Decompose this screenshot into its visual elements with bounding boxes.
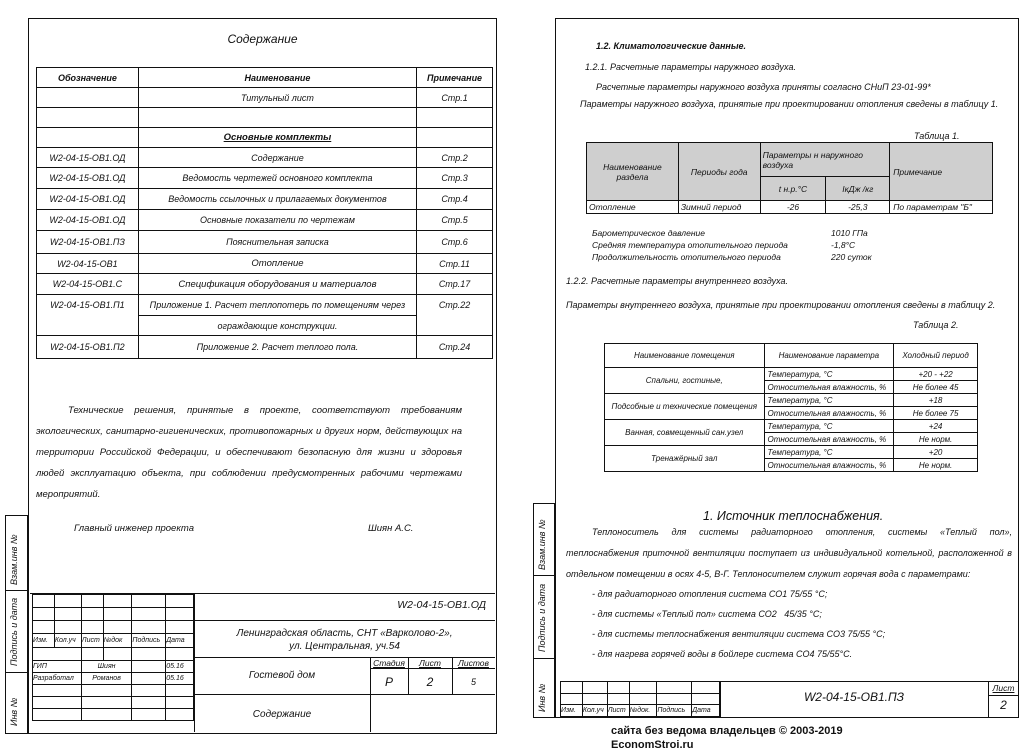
- contents-name: Титульный лист: [138, 88, 416, 108]
- right-sheet-label: Лист: [992, 683, 1015, 693]
- heading-source: 1. Источник теплоснабжения.: [703, 509, 884, 523]
- table-2: [604, 343, 978, 472]
- contents-note: Стр.5: [417, 210, 493, 231]
- object-name: Гостевой дом: [248, 670, 316, 681]
- contents-name: [138, 108, 416, 128]
- contents-note: Стр.2: [417, 148, 493, 168]
- t2-row: [605, 368, 978, 381]
- t1-h-period: Периоды года: [678, 143, 760, 201]
- contents-name: Приложение 1. Расчет теплопотерь по помещениям через: [138, 295, 416, 316]
- stamp-col: Изм.: [561, 705, 583, 717]
- side-label-sign: Подпись и дата: [9, 597, 19, 666]
- stamp-line: [194, 694, 495, 695]
- contents-note: [417, 316, 493, 336]
- contents-code: [37, 88, 139, 108]
- side-divider: [533, 658, 555, 659]
- side-divider: [533, 575, 555, 576]
- contents-name: Ведомость чертежей основного комплекта: [138, 168, 416, 189]
- stamp-col: Подпись: [657, 705, 692, 717]
- stamp-dev-date: 05.16: [166, 673, 194, 685]
- t2-room: Тренажёрный зал: [605, 446, 765, 472]
- right-stamp-grid: [560, 681, 720, 717]
- heading-inner: 1.2.2. Расчетные параметры внутреннего воздуха.: [566, 276, 789, 286]
- t1-h-params: Параметры н наружного воздуха: [760, 143, 890, 177]
- t2-h-cold: Холодный период: [894, 344, 978, 368]
- contents-note: Стр.22: [417, 295, 493, 316]
- side-label-replace: Взам.инв №: [537, 519, 547, 570]
- table-1: [586, 142, 993, 214]
- side-divider: [5, 590, 28, 591]
- contents-name: ограждающие конструкции.: [138, 316, 416, 336]
- contents-row: [37, 189, 493, 210]
- para-source: Теплоноситель для системы радиаторного отопления, системы «Теплый пол», теплоснабжения приточной вентиляции поступает из индивидуальной котельной, расположенной в отдельном помещении в осях 4-5, В-Г. Теплоносителем служит горячая вода с параметрами:: [566, 527, 1012, 579]
- contents-row: [37, 254, 493, 274]
- t1-note: По параметрам "Б": [890, 201, 993, 214]
- t2-param: Температура, °С: [764, 394, 894, 407]
- t1-t: -26: [760, 201, 826, 214]
- t2-param: Температура, °С: [764, 420, 894, 433]
- contents-code: [37, 128, 139, 148]
- t2-value: Не более 45: [894, 381, 978, 394]
- watermark-line-2: EconomStroi.ru: [611, 739, 694, 751]
- left-stamp-address-1: Ленинградская область, СНТ «Варколово-2»,: [236, 628, 453, 639]
- t2-h-room: Наименование помещения: [605, 344, 765, 368]
- contents-row: [37, 274, 493, 295]
- stamp-dev: Разработал: [33, 673, 82, 685]
- heading-outer: 1.2.1. Расчетные параметры наружного воздуха.: [585, 62, 796, 72]
- sheet-name: Содержание: [252, 709, 312, 720]
- stamp-dev-name: Романов: [81, 673, 132, 685]
- stamp-col: №док: [103, 634, 132, 648]
- contents-row: [37, 148, 493, 168]
- t1-period: Зимний период: [678, 201, 760, 214]
- stamp-gip: ГИП: [33, 661, 82, 673]
- contents-code: W2-04-15-ОВ1.П2: [37, 336, 139, 359]
- t2-value: +20 - +22: [894, 368, 978, 381]
- contents-code: W2-04-15-ОВ1: [37, 254, 139, 274]
- stamp-col: Подпись: [132, 634, 166, 648]
- climate-list: [592, 227, 872, 263]
- contents-code: [37, 108, 139, 128]
- stamp-col: №док.: [629, 705, 657, 717]
- table1-label: Таблица 1.: [914, 131, 960, 141]
- t1-h-section: Наименование раздела: [587, 143, 679, 201]
- bullet-item: - для системы «Теплый пол» система СО2 45/35 °С;: [592, 609, 822, 619]
- contents-note: Стр.1: [417, 88, 493, 108]
- side-label-inv: Инв №: [9, 697, 19, 726]
- contents-name: Основные комплекты: [138, 128, 416, 148]
- climate-label: Барометрическое давление: [592, 228, 705, 238]
- climate-label: Средняя температура отопительного периода: [592, 240, 788, 250]
- contents-note: Стр.4: [417, 189, 493, 210]
- side-label-sign: Подпись и дата: [537, 583, 547, 652]
- t2-value: Не норм.: [894, 459, 978, 472]
- col-designation: Обозначение: [37, 68, 139, 88]
- contents-row: [37, 108, 493, 128]
- bullet-item: - для радиаторного отопления система СО1 75/55 °С;: [592, 589, 828, 599]
- heading-climate: 1.2. Климатологические данные.: [596, 41, 747, 51]
- contents-row: [37, 316, 493, 336]
- stamp-col: Лист: [81, 634, 103, 648]
- stamp-col: Кол.уч: [582, 705, 607, 717]
- climate-value: 220 суток: [831, 252, 872, 262]
- contents-note: Стр.24: [417, 336, 493, 359]
- left-stamp-code: W2-04-15-ОВ1.ОД: [397, 599, 486, 611]
- contents-note: [417, 128, 493, 148]
- contents-name: Спецификация оборудования и материалов: [138, 274, 416, 295]
- t2-value: +20: [894, 446, 978, 459]
- t2-room: Спальни, гостиные,: [605, 368, 765, 394]
- contents-row: [37, 231, 493, 254]
- t2-param: Относительная влажность, %: [764, 407, 894, 420]
- t2-room: Подсобные и технические помещения: [605, 394, 765, 420]
- contents-note: Стр.6: [417, 231, 493, 254]
- col-note: Примечание: [417, 68, 493, 88]
- climate-value: -1,8°С: [831, 240, 856, 250]
- table2-label: Таблица 2.: [913, 320, 959, 330]
- climate-row: [592, 251, 872, 263]
- stamp-col: Дата: [166, 634, 194, 648]
- contents-code: W2-04-15-ОВ1.ОД: [37, 168, 139, 189]
- side-label-replace: Взам.инв №: [9, 534, 19, 585]
- contents-name: Приложение 2. Расчет теплого пола.: [138, 336, 416, 359]
- t2-param: Относительная влажность, %: [764, 381, 894, 394]
- t2-value: Не норм.: [894, 433, 978, 446]
- bullet-item: - для системы теплоснабжения вентиляции система СО3 75/55 °С;: [592, 629, 886, 639]
- side-label-inv: Инв №: [537, 683, 547, 712]
- contents-table: [36, 67, 493, 359]
- t2-room: Ванная, совмещенный сан.узел: [605, 420, 765, 446]
- bullet-item: - для нагрева горячей воды в бойлере система СО4 75/55°С.: [592, 649, 853, 659]
- stamp-col: Дата: [692, 705, 720, 717]
- contents-name: Пояснительная записка: [138, 231, 416, 254]
- t1-h-note: Примечание: [890, 143, 993, 201]
- contents-row: [37, 128, 493, 148]
- contents-code: W2-04-15-ОВ1.ПЗ: [37, 231, 139, 254]
- t1-i: -25,3: [826, 201, 890, 214]
- contents-row: [37, 88, 493, 108]
- contents-name: Ведомость ссылочных и прилагаемых документов: [138, 189, 416, 210]
- t2-value: +18: [894, 394, 978, 407]
- sheet-label: Лист: [419, 658, 441, 668]
- t1-section: Отопление: [587, 201, 679, 214]
- contents-code: W2-04-15-ОВ1.ОД: [37, 210, 139, 231]
- contents-row: [37, 295, 493, 316]
- col-name: Наименование: [138, 68, 416, 88]
- statement-text: Технические решения, принятые в проекте, соответствуют требованиям экологических, санитарно-гигиенических, противопожарных и других норм, действующих на территории Российской Федерации, и обеспечивают безопасную для жизни и здоровья людей эксплуатацию объекта, при соблюдении предусмотренных рабочими чертежами мероприятий.: [36, 405, 462, 500]
- sheet-value: 2: [426, 675, 434, 689]
- stamp-line: [370, 668, 495, 669]
- left-stamp-address-2: ул. Центральная, уч.54: [289, 641, 400, 652]
- t1-h-t: t н.р.°С: [760, 177, 826, 201]
- contents-code: W2-04-15-ОВ1.С: [37, 274, 139, 295]
- climate-row: [592, 239, 856, 251]
- stamp-col: Лист: [607, 705, 629, 717]
- t2-param: Температура, °С: [764, 446, 894, 459]
- stamp-gip-date: 05.16: [166, 661, 194, 673]
- right-stamp-code: W2-04-15-ОВ1.ПЗ: [803, 690, 905, 704]
- climate-value: 1010 ГПа: [831, 228, 868, 238]
- contents-name: Основные показатели по чертежам: [138, 210, 416, 231]
- engineer-name: Шиян А.С.: [368, 523, 414, 534]
- contents-code: W2-04-15-ОВ1.ОД: [37, 148, 139, 168]
- bullet-list: [592, 584, 885, 664]
- t2-row: [605, 420, 978, 433]
- t2-h-param: Наименование параметра: [764, 344, 894, 368]
- stage-value: Р: [384, 675, 393, 689]
- watermark-line-1: сайта без ведома владельцев © 2003-2019: [611, 725, 843, 737]
- stamp-line: [194, 620, 495, 621]
- stamp-col: Изм.: [33, 634, 55, 648]
- left-stamp-grid: [32, 594, 194, 721]
- contents-name: Отопление: [138, 254, 416, 274]
- climate-row: [592, 227, 868, 239]
- sheets-label: Листов: [458, 658, 489, 668]
- contents-code: W2-04-15-ОВ1.П1: [37, 295, 139, 316]
- contents-note: Стр.11: [417, 254, 493, 274]
- contents-code: W2-04-15-ОВ1.ОД: [37, 189, 139, 210]
- climate-label: Продолжительность отопительного периода: [592, 252, 781, 262]
- t2-param: Температура, °С: [764, 368, 894, 381]
- contents-name: Содержание: [138, 148, 416, 168]
- para-inner: Параметры внутреннего воздуха, принятые при проектировании отопления сведены в таблицу 2.: [566, 300, 996, 310]
- contents-row: [37, 168, 493, 189]
- contents-note: [417, 108, 493, 128]
- stage-label: Стадия: [373, 658, 405, 668]
- para-outer-1: Расчетные параметры наружного воздуха приняты согласно СНиП 23-01-99*: [596, 82, 931, 92]
- contents-row: [37, 336, 493, 359]
- engineer-label: Главный инженер проекта: [74, 523, 195, 534]
- t2-param: Относительная влажность, %: [764, 433, 894, 446]
- contents-code: [37, 316, 139, 336]
- right-sheet-value: 2: [1000, 698, 1007, 712]
- contents-row: [37, 210, 493, 231]
- contents-note: Стр.3: [417, 168, 493, 189]
- t2-param: Относительная влажность, %: [764, 459, 894, 472]
- stamp-col: Кол.уч: [54, 634, 81, 648]
- t1-h-i: IкДж /кг: [826, 177, 890, 201]
- t2-row: [605, 446, 978, 459]
- t2-value: +24: [894, 420, 978, 433]
- side-divider: [5, 672, 28, 673]
- stamp-gip-name: Шиян: [81, 661, 132, 673]
- para-outer-2: Параметры наружного воздуха, принятые при проектировании отопления сведены в таблицу 1.: [580, 99, 999, 109]
- contents-note: Стр.17: [417, 274, 493, 295]
- contents-title: Содержание: [227, 32, 298, 46]
- t2-row: [605, 394, 978, 407]
- sheets-value: 5: [470, 677, 476, 687]
- stamp-line: [988, 695, 1019, 696]
- t2-value: Не более 75: [894, 407, 978, 420]
